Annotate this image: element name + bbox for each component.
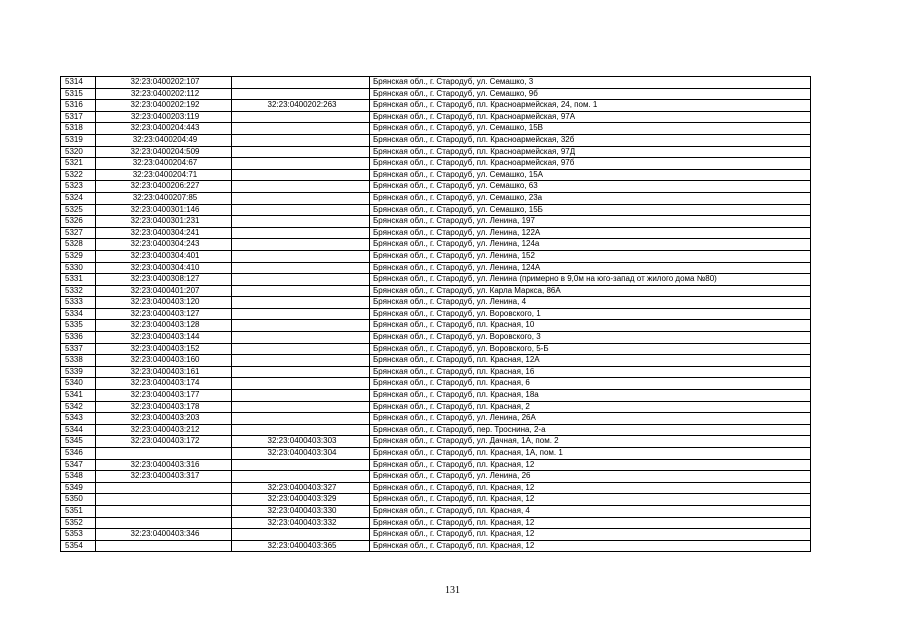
address-cell: Брянская обл., г. Стародуб, пл. Красноармейская, 32б xyxy=(370,134,811,146)
premises-number-cell xyxy=(232,274,370,286)
row-number-cell: 5314 xyxy=(61,77,96,89)
address-cell: Брянская обл., г. Стародуб, ул. Ленина, 4 xyxy=(370,297,811,309)
row-number-cell: 5324 xyxy=(61,192,96,204)
row-number-cell: 5346 xyxy=(61,448,96,460)
address-cell: Брянская обл., г. Стародуб, пл. Красная, 6 xyxy=(370,378,811,390)
address-cell: Брянская обл., г. Стародуб, ул. Семашко, 15Б xyxy=(370,204,811,216)
table-row xyxy=(61,181,811,193)
row-number-cell: 5331 xyxy=(61,274,96,286)
premises-number-cell xyxy=(232,77,370,89)
row-number-cell: 5329 xyxy=(61,250,96,262)
address-cell: Брянская обл., г. Стародуб, пл. Красная, 12 xyxy=(370,529,811,541)
table-row xyxy=(61,378,811,390)
address-cell: Брянская обл., г. Стародуб, ул. Ленина (примерно в 9,0м на юго-запад от жилого дома №80) xyxy=(370,274,811,286)
table-row xyxy=(61,471,811,483)
cadastral-number-cell: 32:23:0400403:144 xyxy=(96,332,232,344)
row-number-cell: 5352 xyxy=(61,517,96,529)
table-row xyxy=(61,111,811,123)
table-row xyxy=(61,216,811,228)
table-row xyxy=(61,459,811,471)
cadastral-number-cell: 32:23:0400207:85 xyxy=(96,192,232,204)
cadastral-number-cell: 32:23:0400304:401 xyxy=(96,250,232,262)
row-number-cell: 5345 xyxy=(61,436,96,448)
premises-number-cell xyxy=(232,297,370,309)
address-cell: Брянская обл., г. Стародуб, ул. Дачная, 1А, пом. 2 xyxy=(370,436,811,448)
table-row xyxy=(61,297,811,309)
table-row xyxy=(61,134,811,146)
address-cell: Брянская обл., г. Стародуб, ул. Семашко, 9б xyxy=(370,88,811,100)
cadastral-number-cell xyxy=(96,517,232,529)
address-cell: Брянская обл., г. Стародуб, пл. Красная, 16 xyxy=(370,366,811,378)
premises-number-cell xyxy=(232,285,370,297)
cadastral-number-cell: 32:23:0400202:107 xyxy=(96,77,232,89)
premises-number-cell: 32:23:0400403:330 xyxy=(232,505,370,517)
table-row xyxy=(61,401,811,413)
cadastral-number-cell xyxy=(96,494,232,506)
premises-number-cell xyxy=(232,134,370,146)
premises-number-cell: 32:23:0400403:304 xyxy=(232,448,370,460)
table-row xyxy=(61,390,811,402)
premises-number-cell xyxy=(232,308,370,320)
address-cell: Брянская обл., г. Стародуб, пл. Красная, 12 xyxy=(370,517,811,529)
cadastral-number-cell: 32:23:0400403:128 xyxy=(96,320,232,332)
address-cell: Брянская обл., г. Стародуб, пл. Красная, 18а xyxy=(370,390,811,402)
cadastral-number-cell: 32:23:0400403:172 xyxy=(96,436,232,448)
premises-number-cell xyxy=(232,181,370,193)
address-cell: Брянская обл., г. Стародуб, пл. Красноармейская, 24, пом. 1 xyxy=(370,100,811,112)
row-number-cell: 5349 xyxy=(61,482,96,494)
table-row xyxy=(61,285,811,297)
cadastral-number-cell: 32:23:0400403:346 xyxy=(96,529,232,541)
address-cell: Брянская обл., г. Стародуб, пл. Красная, 12 xyxy=(370,494,811,506)
cadastral-number-cell: 32:23:0400204:71 xyxy=(96,169,232,181)
cadastral-number-cell: 32:23:0400304:410 xyxy=(96,262,232,274)
premises-number-cell xyxy=(232,355,370,367)
cadastral-number-cell: 32:23:0400401:207 xyxy=(96,285,232,297)
row-number-cell: 5326 xyxy=(61,216,96,228)
address-cell: Брянская обл., г. Стародуб, ул. Воровского, 5-Б xyxy=(370,343,811,355)
premises-number-cell xyxy=(232,529,370,541)
address-cell: Брянская обл., г. Стародуб, пл. Красная, 12 xyxy=(370,482,811,494)
table-row xyxy=(61,505,811,517)
row-number-cell: 5330 xyxy=(61,262,96,274)
cadastral-number-cell xyxy=(96,540,232,552)
table-row xyxy=(61,494,811,506)
cadastral-number-cell: 32:23:0400202:112 xyxy=(96,88,232,100)
table-row xyxy=(61,424,811,436)
table-row xyxy=(61,227,811,239)
address-cell: Брянская обл., г. Стародуб, ул. Семашко, 63 xyxy=(370,181,811,193)
row-number-cell: 5338 xyxy=(61,355,96,367)
row-number-cell: 5334 xyxy=(61,308,96,320)
premises-number-cell xyxy=(232,378,370,390)
row-number-cell: 5348 xyxy=(61,471,96,483)
cadastral-number-cell: 32:23:0400304:243 xyxy=(96,239,232,251)
table-row xyxy=(61,100,811,112)
premises-number-cell xyxy=(232,262,370,274)
address-cell: Брянская обл., г. Стародуб, пл. Красная, 12 xyxy=(370,459,811,471)
row-number-cell: 5321 xyxy=(61,158,96,170)
row-number-cell: 5339 xyxy=(61,366,96,378)
row-number-cell: 5351 xyxy=(61,505,96,517)
cadastral-number-cell: 32:23:0400308:127 xyxy=(96,274,232,286)
address-cell: Брянская обл., г. Стародуб, пл. Красноармейская, 97б xyxy=(370,158,811,170)
premises-number-cell xyxy=(232,146,370,158)
premises-number-cell xyxy=(232,111,370,123)
premises-number-cell xyxy=(232,158,370,170)
table-row xyxy=(61,540,811,552)
cadastral-number-cell: 32:23:0400403:174 xyxy=(96,378,232,390)
table-row xyxy=(61,366,811,378)
premises-number-cell xyxy=(232,366,370,378)
cadastral-number-cell: 32:23:0400206:227 xyxy=(96,181,232,193)
table-row xyxy=(61,158,811,170)
cadastral-number-cell: 32:23:0400403:317 xyxy=(96,471,232,483)
row-number-cell: 5333 xyxy=(61,297,96,309)
address-cell: Брянская обл., г. Стародуб, ул. Ленина, 26А xyxy=(370,413,811,425)
row-number-cell: 5322 xyxy=(61,169,96,181)
table-row xyxy=(61,88,811,100)
table-row xyxy=(61,529,811,541)
address-cell: Брянская обл., г. Стародуб, ул. Семашко, 15В xyxy=(370,123,811,135)
premises-number-cell xyxy=(232,401,370,413)
cadastral-number-cell: 32:23:0400403:177 xyxy=(96,390,232,402)
cadastral-number-cell: 32:23:0400403:152 xyxy=(96,343,232,355)
address-cell: Брянская обл., г. Стародуб, ул. Ленина, 26 xyxy=(370,471,811,483)
cadastral-number-cell: 32:23:0400304:241 xyxy=(96,227,232,239)
premises-number-cell xyxy=(232,332,370,344)
row-number-cell: 5337 xyxy=(61,343,96,355)
row-number-cell: 5316 xyxy=(61,100,96,112)
cadastral-number-cell: 32:23:0400403:178 xyxy=(96,401,232,413)
row-number-cell: 5354 xyxy=(61,540,96,552)
premises-number-cell: 32:23:0400403:329 xyxy=(232,494,370,506)
address-cell: Брянская обл., г. Стародуб, пл. Красная, 2 xyxy=(370,401,811,413)
cadastral-number-cell: 32:23:0400203:119 xyxy=(96,111,232,123)
table-row xyxy=(61,355,811,367)
table-row xyxy=(61,250,811,262)
registry-table xyxy=(60,76,811,552)
premises-number-cell: 32:23:0400403:327 xyxy=(232,482,370,494)
cadastral-number-cell: 32:23:0400202:192 xyxy=(96,100,232,112)
address-cell: Брянская обл., г. Стародуб, пл. Красная, 12А xyxy=(370,355,811,367)
premises-number-cell: 32:23:0400403:332 xyxy=(232,517,370,529)
table-row xyxy=(61,169,811,181)
address-cell: Брянская обл., г. Стародуб, пл. Красноармейская, 97А xyxy=(370,111,811,123)
row-number-cell: 5350 xyxy=(61,494,96,506)
table-row xyxy=(61,204,811,216)
premises-number-cell xyxy=(232,227,370,239)
cadastral-number-cell xyxy=(96,448,232,460)
premises-number-cell xyxy=(232,216,370,228)
premises-number-cell xyxy=(232,343,370,355)
row-number-cell: 5344 xyxy=(61,424,96,436)
row-number-cell: 5335 xyxy=(61,320,96,332)
cadastral-number-cell: 32:23:0400403:203 xyxy=(96,413,232,425)
cadastral-number-cell: 32:23:0400301:146 xyxy=(96,204,232,216)
table-row xyxy=(61,262,811,274)
premises-number-cell xyxy=(232,250,370,262)
row-number-cell: 5342 xyxy=(61,401,96,413)
row-number-cell: 5317 xyxy=(61,111,96,123)
premises-number-cell xyxy=(232,169,370,181)
table-row xyxy=(61,77,811,89)
row-number-cell: 5325 xyxy=(61,204,96,216)
row-number-cell: 5320 xyxy=(61,146,96,158)
premises-number-cell: 32:23:0400403:303 xyxy=(232,436,370,448)
row-number-cell: 5347 xyxy=(61,459,96,471)
address-cell: Брянская обл., г. Стародуб, пл. Красная, 1А, пом. 1 xyxy=(370,448,811,460)
address-cell: Брянская обл., г. Стародуб, ул. Ленина, 124А xyxy=(370,262,811,274)
table-row xyxy=(61,146,811,158)
table-row xyxy=(61,308,811,320)
row-number-cell: 5336 xyxy=(61,332,96,344)
premises-number-cell xyxy=(232,471,370,483)
address-cell: Брянская обл., г. Стародуб, ул. Воровского, 1 xyxy=(370,308,811,320)
address-cell: Брянская обл., г. Стародуб, ул. Воровского, 3 xyxy=(370,332,811,344)
registry-table-body xyxy=(61,77,811,552)
address-cell: Брянская обл., г. Стародуб, ул. Семашко, 3 xyxy=(370,77,811,89)
table-row xyxy=(61,482,811,494)
address-cell: Брянская обл., г. Стародуб, ул. Семашко, 15А xyxy=(370,169,811,181)
table-row xyxy=(61,192,811,204)
table-row xyxy=(61,320,811,332)
table-row xyxy=(61,343,811,355)
page-number: 131 xyxy=(445,585,460,596)
row-number-cell: 5343 xyxy=(61,413,96,425)
address-cell: Брянская обл., г. Стародуб, пл. Красная, 4 xyxy=(370,505,811,517)
table-row xyxy=(61,517,811,529)
row-number-cell: 5353 xyxy=(61,529,96,541)
cadastral-number-cell: 32:23:0400403:212 xyxy=(96,424,232,436)
cadastral-number-cell: 32:23:0400403:161 xyxy=(96,366,232,378)
row-number-cell: 5319 xyxy=(61,134,96,146)
row-number-cell: 5327 xyxy=(61,227,96,239)
cadastral-number-cell: 32:23:0400301:231 xyxy=(96,216,232,228)
cadastral-number-cell: 32:23:0400204:67 xyxy=(96,158,232,170)
premises-number-cell xyxy=(232,320,370,332)
premises-number-cell xyxy=(232,239,370,251)
cadastral-number-cell: 32:23:0400403:120 xyxy=(96,297,232,309)
row-number-cell: 5340 xyxy=(61,378,96,390)
cadastral-number-cell: 32:23:0400204:443 xyxy=(96,123,232,135)
cadastral-number-cell xyxy=(96,482,232,494)
address-cell: Брянская обл., г. Стародуб, ул. Семашко, 23а xyxy=(370,192,811,204)
premises-number-cell xyxy=(232,459,370,471)
address-cell: Брянская обл., г. Стародуб, ул. Карла Маркса, 86А xyxy=(370,285,811,297)
row-number-cell: 5315 xyxy=(61,88,96,100)
address-cell: Брянская обл., г. Стародуб, ул. Ленина, 152 xyxy=(370,250,811,262)
premises-number-cell: 32:23:0400403:365 xyxy=(232,540,370,552)
row-number-cell: 5328 xyxy=(61,239,96,251)
cadastral-number-cell: 32:23:0400204:49 xyxy=(96,134,232,146)
address-cell: Брянская обл., г. Стародуб, ул. Ленина, 124а xyxy=(370,239,811,251)
address-cell: Брянская обл., г. Стародуб, пл. Красная, 10 xyxy=(370,320,811,332)
address-cell: Брянская обл., г. Стародуб, пл. Красноармейская, 97Д xyxy=(370,146,811,158)
cadastral-number-cell xyxy=(96,505,232,517)
cadastral-number-cell: 32:23:0400204:509 xyxy=(96,146,232,158)
table-row xyxy=(61,274,811,286)
row-number-cell: 5323 xyxy=(61,181,96,193)
row-number-cell: 5332 xyxy=(61,285,96,297)
table-row xyxy=(61,332,811,344)
row-number-cell: 5341 xyxy=(61,390,96,402)
table-row xyxy=(61,239,811,251)
premises-number-cell xyxy=(232,424,370,436)
address-cell: Брянская обл., г. Стародуб, ул. Ленина, 197 xyxy=(370,216,811,228)
row-number-cell: 5318 xyxy=(61,123,96,135)
premises-number-cell xyxy=(232,88,370,100)
cadastral-number-cell: 32:23:0400403:127 xyxy=(96,308,232,320)
table-row xyxy=(61,123,811,135)
premises-number-cell xyxy=(232,192,370,204)
premises-number-cell xyxy=(232,390,370,402)
table-row xyxy=(61,436,811,448)
table-row xyxy=(61,413,811,425)
address-cell: Брянская обл., г. Стародуб, пл. Красная, 12 xyxy=(370,540,811,552)
premises-number-cell: 32:23:0400202:263 xyxy=(232,100,370,112)
address-cell: Брянская обл., г. Стародуб, ул. Ленина, 122А xyxy=(370,227,811,239)
cadastral-number-cell: 32:23:0400403:316 xyxy=(96,459,232,471)
address-cell: Брянская обл., г. Стародуб, пер. Троснина, 2-а xyxy=(370,424,811,436)
premises-number-cell xyxy=(232,204,370,216)
table-row xyxy=(61,448,811,460)
premises-number-cell xyxy=(232,123,370,135)
premises-number-cell xyxy=(232,413,370,425)
cadastral-number-cell: 32:23:0400403:160 xyxy=(96,355,232,367)
